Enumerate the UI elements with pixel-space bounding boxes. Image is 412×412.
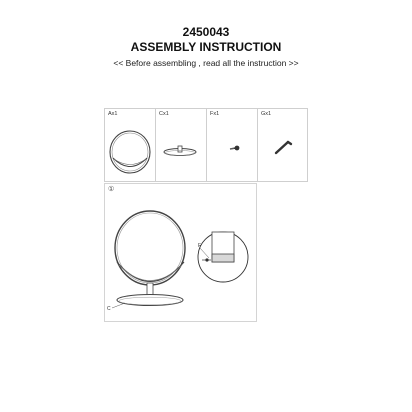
part-cell-f (207, 109, 258, 181)
detail-collar (212, 254, 234, 262)
part-label-c: Cx1 (159, 111, 169, 117)
part-cell-g (258, 109, 309, 181)
callout-c: C (107, 306, 111, 312)
instruction-note: << Before assembling , read all the instruction >> (113, 58, 299, 68)
part-label-a: Ax1 (108, 111, 118, 117)
allen-key-icon (258, 109, 309, 181)
part-cell-a (105, 109, 156, 181)
screw-icon (207, 109, 258, 181)
callout-f: F (198, 243, 202, 249)
step-number: ① (108, 186, 115, 193)
stand-base (117, 295, 183, 306)
part-cell-c (156, 109, 207, 181)
part-label-f: Fx1 (210, 111, 220, 117)
product-code: 2450043 (182, 25, 230, 39)
part-label-g: Gx1 (261, 111, 272, 117)
assembly-diagram (105, 184, 258, 323)
step-1-panel (104, 183, 257, 322)
parts-table (104, 108, 308, 182)
page-title: ASSEMBLY INSTRUCTION (130, 40, 282, 54)
callout-line-c (112, 303, 125, 308)
round-mirror-icon (105, 109, 156, 181)
oval-base-icon (156, 109, 207, 181)
mirror-frame (115, 211, 185, 285)
